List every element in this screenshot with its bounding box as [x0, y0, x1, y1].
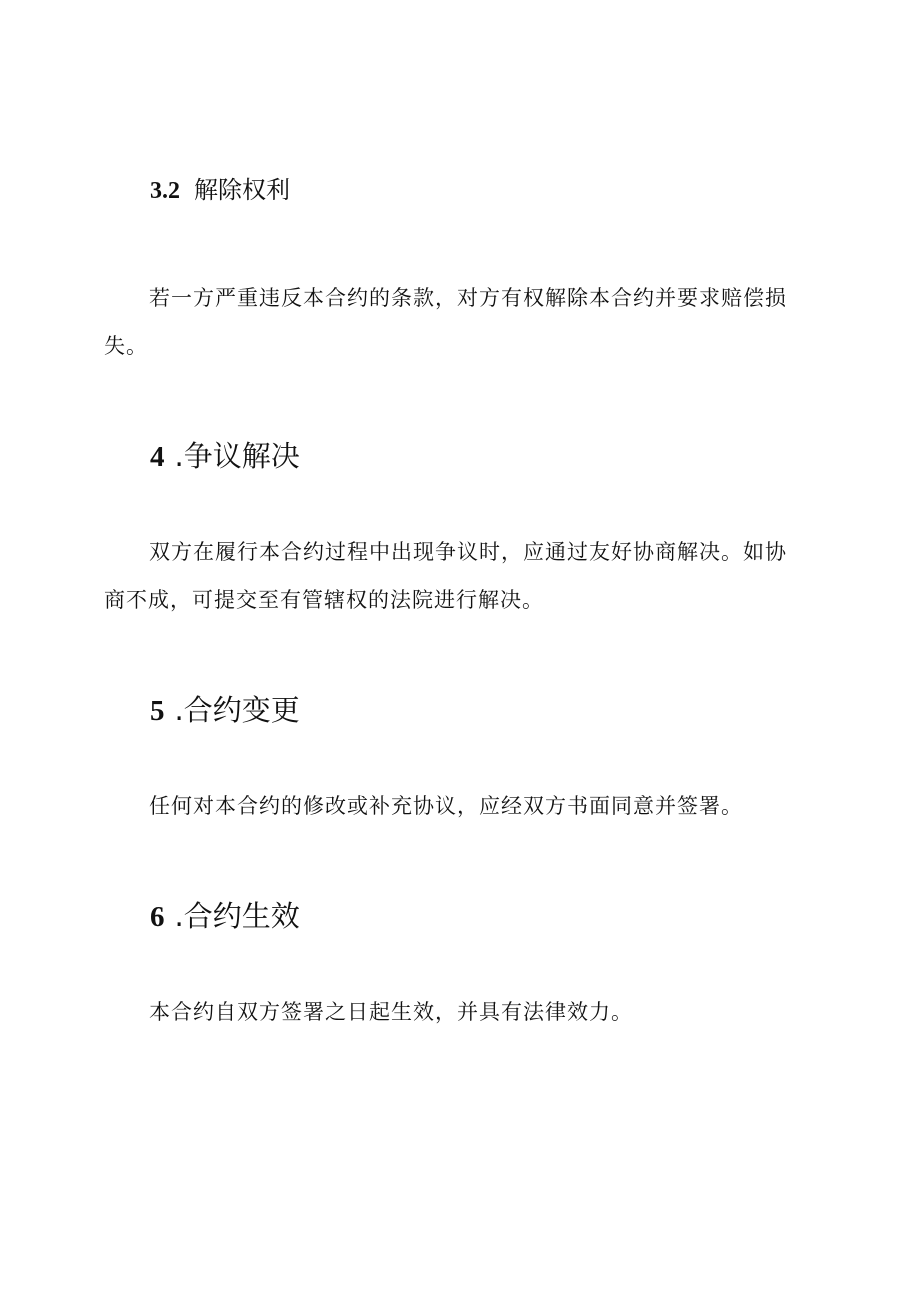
section-title: .合约变更: [174, 693, 300, 727]
section-heading-4: [150, 436, 920, 477]
section-paragraph-6: 本合约自双方签署之日起生效，并具有法律效力。: [149, 1000, 633, 1024]
section-paragraph-4: 双方在履行本合约过程中出现争议时，应通过友好协商解决。如协商不成，可提交至有管辖权的法院进行解决。: [104, 540, 787, 612]
section-title: 解除权利: [194, 176, 290, 204]
section-heading-6: [150, 896, 920, 937]
section-number: 4: [150, 441, 165, 473]
section-title: .争议解决: [174, 439, 300, 473]
section-heading-3-2: [150, 172, 920, 209]
section-title: .合约生效: [174, 899, 300, 933]
section-number: 5: [150, 695, 165, 727]
section-paragraph-3-2: 若一方严重违反本合约的条款，对方有权解除本合约并要求赔偿损失。: [104, 286, 787, 358]
section-number: 6: [150, 901, 165, 933]
section-number: 3.2: [150, 178, 180, 204]
section-paragraph-5: 任何对本合约的修改或补充协议，应经双方书面同意并签署。: [149, 794, 743, 818]
section-heading-5: [150, 690, 920, 731]
